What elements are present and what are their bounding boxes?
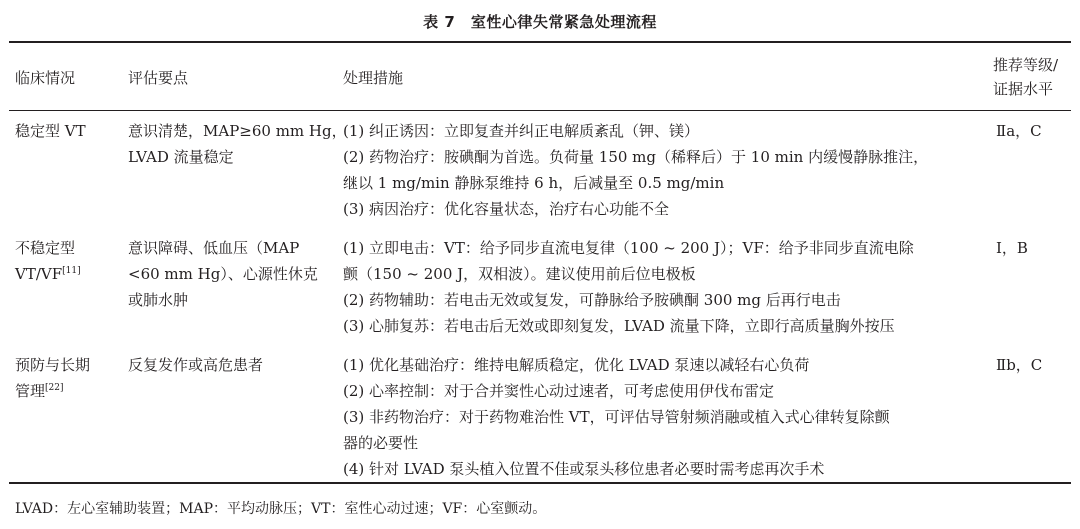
header-grade-line2: 证据水平: [993, 80, 1054, 98]
table-top-rule: [9, 41, 1071, 43]
clinical-text: VT/VF: [15, 265, 63, 283]
table-footnote: LVAD：左心室辅助装置；MAP：平均动脉压；VT：室性心动过速；VF：心室颤动。: [15, 501, 547, 517]
table-row-1-assessment: [128, 118, 347, 170]
clinical-line: 预防与长期: [15, 356, 91, 374]
measure-line: (3) 病因治疗：优化容量状态，治疗右心功能不全: [343, 200, 670, 218]
measure-line: 颤（150 ~ 200 J，双相波）。建议使用前后位电极板: [343, 265, 696, 283]
measure-line: (2) 药物辅助：若电击无效或复发，可静脉给予胺碘酮 300 mg 后再行电击: [343, 291, 841, 309]
table-row-1-grade: Ⅱa，C: [996, 122, 1042, 140]
measure-line: (4) 针对 LVAD 泵头植入位置不佳或泵头移位患者必要时需考虑再次手术: [343, 460, 825, 478]
assessment-line: 意识清楚，MAP≥60 mm Hg，: [128, 122, 347, 140]
table-row-3-measures: [343, 352, 890, 482]
citation-ref: [22]: [45, 383, 64, 393]
table-row-3-grade: Ⅱb，C: [996, 356, 1043, 374]
clinical-text: 管理: [15, 382, 46, 400]
assessment-line: LVAD 流量稳定: [128, 148, 234, 166]
table-row-2-measures: [343, 235, 914, 339]
table-row-2-clinical: [15, 235, 81, 287]
table-title: 表 7 室性心律失常紧急处理流程: [423, 13, 657, 31]
measure-line: 继以 1 mg/min 静脉泵维持 6 h，后减量至 0.5 mg/min: [343, 174, 725, 192]
clinical-line-with-ref: [15, 261, 81, 287]
table-row-1-measures: [343, 118, 928, 222]
measure-line: (3) 心肺复苏：若电击后无效或即刻复发，LVAD 流量下降，立即行高质量胸外按压: [343, 317, 895, 335]
table-bottom-rule: [9, 482, 1071, 484]
assessment-line: 意识障碍、低血压（MAP: [128, 239, 300, 257]
header-assessment: 评估要点: [128, 69, 189, 87]
assessment-line: 反复发作或高危患者: [128, 356, 264, 374]
table-row-2-assessment: [128, 235, 318, 313]
assessment-line: 或肺水肿: [128, 291, 189, 309]
measure-line: (1) 纠正诱因：立即复查并纠正电解质紊乱（钾、镁）: [343, 122, 700, 140]
header-measures: 处理措施: [343, 69, 404, 87]
table-header-rule: [9, 110, 1071, 111]
assessment-line: <60 mm Hg）、心源性休克: [128, 265, 318, 283]
measure-line: (2) 药物治疗：胺碘酮为首选。负荷量 150 mg（稀释后）于 10 min 内缓慢静脉推注，: [343, 148, 929, 166]
table-row-3-clinical: [15, 352, 90, 404]
measure-line: 器的必要性: [343, 434, 419, 452]
clinical-line: 不稳定型: [15, 239, 76, 257]
measure-line: (1) 优化基础治疗：维持电解质稳定，优化 LVAD 泵速以减轻右心负荷: [343, 356, 810, 374]
table-row-3-assessment: [128, 352, 263, 378]
clinical-line: 稳定型 VT: [15, 122, 86, 140]
measure-line: (1) 立即电击：VT：给予同步直流电复律（100 ~ 200 J）；VF：给予非同步直流电除: [343, 239, 914, 257]
table-row-2-grade: Ⅰ，B: [996, 239, 1028, 257]
header-grade-line1: 推荐等级/: [993, 56, 1059, 74]
table-row-1-clinical: [15, 118, 86, 144]
clinical-line-with-ref: [15, 378, 90, 404]
header-grade: [993, 53, 1058, 101]
measure-line: (3) 非药物治疗：对于药物难治性 VT，可评估导管射频消融或植入式心律转复除颤: [343, 408, 890, 426]
citation-ref: [11]: [62, 266, 81, 276]
header-clinical: 临床情况: [15, 69, 76, 87]
measure-line: (2) 心率控制：对于合并窦性心动过速者，可考虑使用伊伐布雷定: [343, 382, 775, 400]
